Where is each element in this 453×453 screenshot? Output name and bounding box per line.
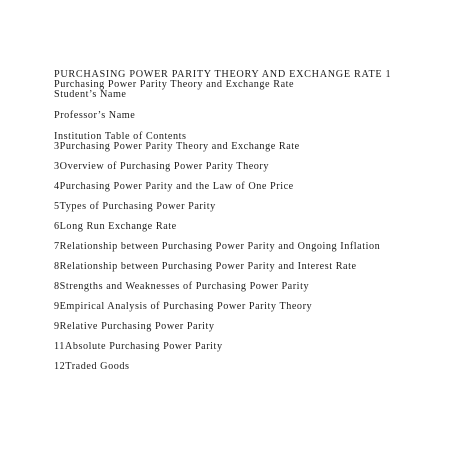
toc-entry-title: Relationship between Purchasing Power Parity and Ongoing Inflation	[59, 241, 381, 252]
toc-entry-title: Overview of Purchasing Power Parity Theory	[59, 161, 270, 172]
toc-entry-title: Long Run Exchange Rate	[59, 221, 177, 232]
toc-page-number: 8	[54, 261, 60, 272]
toc-page-number: 8	[54, 281, 60, 292]
document-content	[54, 70, 399, 372]
toc-entry[interactable]	[54, 362, 399, 372]
toc-entry-title: Absolute Purchasing Power Parity	[64, 341, 223, 352]
toc-entry[interactable]	[54, 202, 399, 212]
toc-page-number: 6	[54, 221, 60, 232]
toc-page-number: 3	[54, 161, 60, 172]
toc-entry[interactable]	[54, 342, 399, 352]
toc-entry-title: Relative Purchasing Power Parity	[59, 321, 215, 332]
toc-entry-title: Purchasing Power Parity and the Law of One Price	[59, 181, 294, 192]
toc-page-number: 9	[54, 301, 60, 312]
institution-toc-heading: Institution Table of Contents	[54, 131, 187, 142]
running-header-title: PURCHASING POWER PARITY THEORY AND EXCHANGE RATE 1	[54, 69, 392, 80]
toc-page-number: 12	[54, 361, 66, 372]
toc-entry[interactable]	[54, 182, 399, 192]
toc-entry-title: Relationship between Purchasing Power Parity and Interest Rate	[59, 261, 357, 272]
toc-entry[interactable]	[54, 142, 399, 152]
toc-entry[interactable]	[54, 162, 399, 172]
professor-name: Professor’s Name	[54, 110, 136, 121]
table-of-contents	[54, 142, 399, 372]
toc-page-number: 7	[54, 241, 60, 252]
toc-entry[interactable]	[54, 322, 399, 332]
toc-entry[interactable]	[54, 302, 399, 312]
toc-entry-title: Empirical Analysis of Purchasing Power Parity Theory	[59, 301, 313, 312]
student-name: Student’s Name	[54, 89, 127, 100]
toc-page-number: 5	[54, 201, 60, 212]
toc-entry-title: Traded Goods	[65, 361, 130, 372]
toc-entry-title: Types of Purchasing Power Parity	[59, 201, 216, 212]
toc-entry[interactable]	[54, 242, 399, 252]
toc-entry[interactable]	[54, 282, 399, 292]
toc-page-number: 4	[54, 181, 60, 192]
toc-entry-title: Purchasing Power Parity Theory and Exchange Rate	[59, 141, 300, 152]
toc-page-number: 11	[54, 341, 65, 352]
toc-entry[interactable]	[54, 262, 399, 272]
toc-page-number: 3	[54, 141, 60, 152]
document-subtitle: Purchasing Power Parity Theory and Exchange Rate	[54, 79, 295, 90]
toc-entry-title: Strengths and Weaknesses of Purchasing Power Parity	[59, 281, 310, 292]
toc-page-number: 9	[54, 321, 60, 332]
toc-entry[interactable]	[54, 222, 399, 232]
